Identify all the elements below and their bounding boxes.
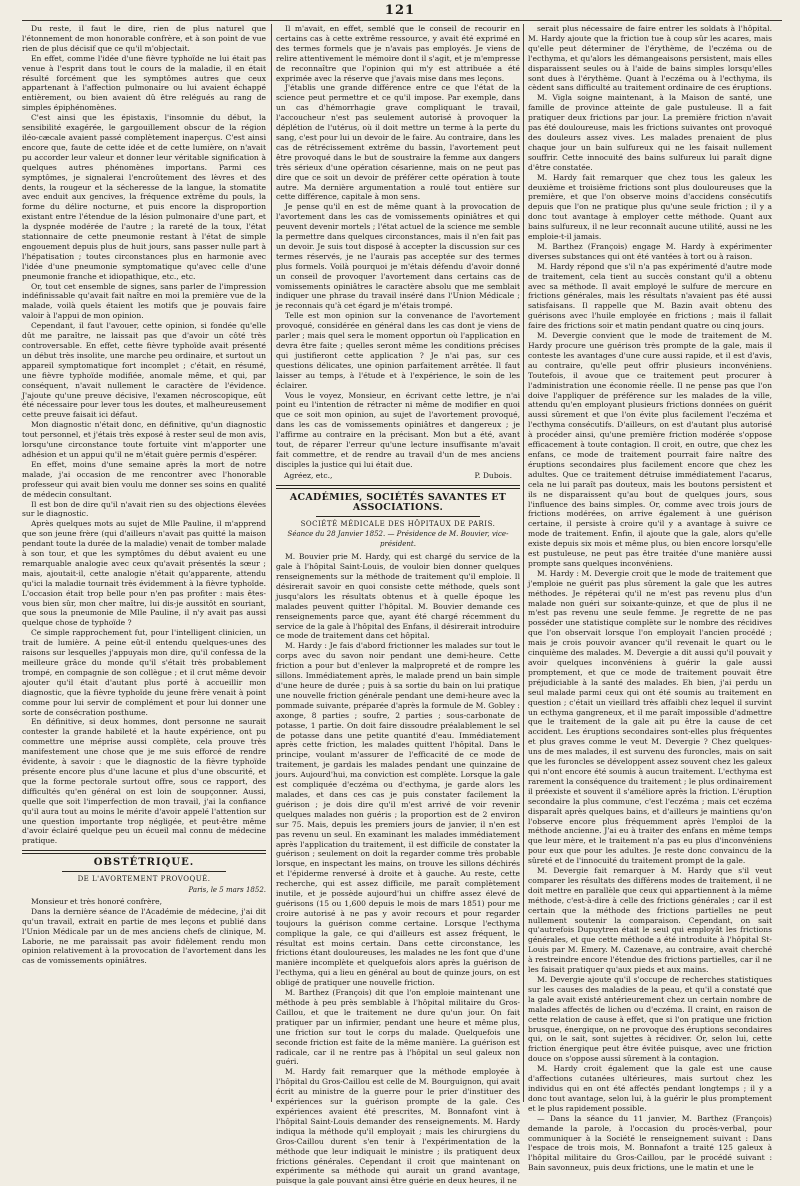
page-number: 121 (384, 3, 416, 18)
paragraph: En définitive, si deux hommes, dont personne ne saurait contester la grande habileté et la haute expérience, ont pu commettre une méprise aussi complète, cela prouve très manifestement une chose que je me suis efforcé de rendre évidente, à savoir : que le diagnostic de la fièvre typhoïde présente encore plus d'une lacune et plus d'une obscurité, et que la forme pectorale surtout offre, sous ce rapport, des difficultés qu'en général on est loin de soupçonner. Aussi, quelle que soit l'imperfection de mon travail, j'ai la confiance qu'il aura tout au moins le mérite d'avoir appelé l'attention sur une question importante trop négligée, et peut-être même d'avoir éclairé quelque peu un écueil mal connu de médecine pratique. (22, 717, 266, 846)
paragraph: serait plus nécessaire de faire entrer les soldats à l'hôpital. M. Hardy ajoute que la friction tue à coup sûr les acares, mais qu'elle peut déterminer de l'érythème, de l'eczéma ou de l'ecthyma, et qu'alors les démangeaisons persistent, mais elles disparaissent seules ou à l'aide de bains simples lorsqu'elles sont dues à l'érythème. Quant à l'eczéma ou à l'ecthyma, ils cèdent sans difficulté au traitement ordinaire de ces éruptions. (528, 24, 772, 93)
paragraph: Il est bon de dire qu'il n'avait rien su des objections élevées sur le diagnostic. (22, 499, 266, 519)
signoff-signature: P. Dubois. (474, 470, 512, 480)
paragraph: M. Hardy : M. Devergie croit que le mode de traitement que j'emploie ne guérit pas plus sûrement la gale que les autres méthodes. Je répéterai qu'il ne m'est pas revenu plus d'un malade non guéri sur soixante-quinze, et que de plus il ne m'est pas revenu une seule femme. Je regrette de ne pas posséder une statistique complète sur le nombre des récidives que l'on observait lorsque l'on employait l'ancien procédé ; mais je crois pouvoir avancer qu'il revenait le quart ou le cinquième des malades. M. Devergie a dit aussi qu'il pouvait y avoir quelques inconvéniens à guérir la gale aussi promptement, et que ce mode de traitement pouvait être préjudiciable à la santé des malades. Eh bien, j'ai perdu un seul malade parmi ceux qui ont été soumis au traitement en question ; c'était un vieillard très affaibli chez lequel il survint un ecthyma gangreneux, et il me paraît impossible d'admettre que le traitement de la gale ait pu être la cause de cet accident. Les éruptions secondaires sont-elles plus fréquentes et plus graves comme le veut M. Devergie ? Chez quelques-uns de mes malades, il est survenu des furoncles, mais on sait que les furoncles se développent assez souvent chez les galeux qui n'ont encore été soumis à aucun traitement. L'ecthyma est rarement la conséquence du traitement ; le plus ordinairement il préexiste et souvent il s'améliore après la friction. L'éruption secondaire la plus commune, c'est l'eczéma ; mais cet eczéma disparaît après quelques bains, et d'ailleurs je maintiens qu'on l'observe encore plus fréquemment après l'emploi de la méthode ancienne. J'ai eu à traiter des enfans en même temps que leur mère, et le traitement n'a pas eu plus d'inconvéniens pour eux que pour les adultes. Je reste donc convaincu de la sûreté et de l'innocuité du traitement prompt de la gale. (528, 568, 772, 866)
paragraph: En effet, moins d'une semaine après la mort de notre malade, j'ai occasion de me rencontrer avec l'honorable professeur qui avait bien voulu me donner ses soins en qualité de médecin consultant. (22, 459, 266, 499)
paragraph: Vous le voyez, Monsieur, en écrivant cette lettre, je n'ai point eu l'intention de rétracter ni même de modifier en quoi que ce soit mon opinion, au sujet de l'avortement provoqué, dans les cas de vomissements opiniâtres et dangereux ; je l'affirme au contraire en la précisant. Mon but a été, avant tout, de réparer l'erreur qu'une lecture insuffisante m'avait fait commettre, et de rendre au travail d'un de mes anciens disciples la justice qui lui était due. (276, 390, 520, 469)
society-name: SOCIÉTÉ MÉDICALE DES HÔPITAUX DE PARIS. (300, 519, 496, 528)
column-rule-2 (523, 24, 524, 1102)
paragraph: En effet, comme l'idée d'une fièvre typhoïde ne lui était pas venue à l'esprit dans tout le cours de la maladie, il en était résulté forcément que les symptômes autres que ceux appartenant à l'affection pulmonaire ou lui avaient échappé entièrement, ou bien avaient dû être relégués au rang de simples épiphénomènes. (22, 53, 266, 113)
title-underline (62, 871, 226, 872)
paragraph: — Dans la séance du 11 janvier, M. Barthez (François) demande la parole, à l'occasion du procès-verbal, pour communiquer à la Société le renseignement suivant : Dans l'espace de trois mois, M. Bonnafont a traité 125 galeux à l'hôpital militaire du Gros-Caillou, par le procédé suivant : Bain savonneux, puis deux frictions, une le matin et une le (528, 1113, 772, 1173)
section-title-academies: ACADÉMIES, SOCIÉTÉS SAVANTES ET ASSOCIATIONS. (289, 491, 507, 513)
paragraph: C'est ainsi que les épistaxis, l'insomnie du début, la sensibilité exagérée, le gargouillement obscur de la région iléo-cæcale avaient passé complètement inaperçus. C'est ainsi encore que, faute de cette idée et de cette lumière, on n'avait pu accorder leur valeur et donner leur véritable signification à quelques autres phénomènes importans. Parmi ces symptômes, je signalerai l'encroûtement des lèvres et des dents, la rougeur et la sécheresse de la langue, la stomatite avec enduit aux gencives, la fréquence extrême du pouls, la forme du délire nocturne, et puis encore la disproportion existant entre l'étendue de la lésion pulmonaire d'une part, et la dyspnée modérée de l'autre ; la rareté de la toux, l'état stationnaire de cette pneumonie restant à l'état de simple engouement depuis plus de huit jours, sans passer nulle part à l'hépatisation ; toutes circonstances plus en harmonie avec l'idée d'une pneumonie symptomatique qu'avec celle d'une pneumonie franche et idiopathique, etc., etc. (22, 113, 266, 281)
paragraph: M. Hardy fait remarquer que la méthode employée à l'hôpital du Gros-Caillou est celle de M. Bourguignon, qui avait écrit au ministre de la guerre pour le prier d'instituer des expériences sur la guérison prompte de la gale. Ces expériences avaient été prescrites, M. Bonnafont vint à l'hôpital Saint-Louis demander des renseignements. M. Hardy indiqua la méthode qu'il employait ; mais les chirurgiens du Gros-Caillou durent s'en tenir à l'expérimentation de la méthode que leur indiquait le ministre ; ils pratiquent deux frictions générales. Cependant il croit que maintenant on expérimente sa méthode qui aurait un grand avantage, puisque la gale pouvant ainsi être guérie en deux heures, il ne (276, 1067, 520, 1186)
paragraph: M. Hardy répond que s'il n'a pas expérimenté d'autre mode de traitement, cela tient au succès constant qu'il a obtenu avec sa méthode. Il avait employé le sulfure de mercure en frictions générales, mais les résultats n'avaient pas été aussi satisfaisans. Il rappelle que M. Bazin avait obtenu des guérisons avec l'huile employée en frictions ; mais il fallait faire des frictions soir et matin pendant quatre ou cinq jours. (528, 261, 772, 331)
section-title-obstetrique: OBSTÉTRIQUE. (93, 857, 195, 869)
paragraph: M. Devergie fait remarquer à M. Hardy que s'il veut comparer les résultats des différens modes de traitement, il ne doit mettre en parallèle que ceux qui appartiennent à la même méthode, c'est-à-dire à celle des frictions générales ; car il est certain que la méthode des frictions partielles ne peut nullement soutenir la comparaison. Cependant, on sait qu'autrefois Dupuytren était le seul qui employât les frictions générales, et que cette méthode a été introduite à l'hôpital St-Louis par M. Emery. M. Cazenave, au contraire, avait cherché à restreindre encore l'étendue des frictions partielles, car il ne les faisait pratiquer qu'aux pieds et aux mains. (528, 866, 772, 975)
paragraph: M. Vigla soigne maintenant, à la Maison de santé, une famille de province atteinte de gale pustuleuse. Il a fait pratiquer deux frictions par jour. La première friction n'avait pas été douloureuse, mais les frictions suivantes ont provoqué des douleurs assez vives. Les malades prenaient de plus chaque jour un bain sulfureux qui ne les faisait nullement souffrir. Cette innocuité des bains sulfureux lui paraît digne d'être constatée. (528, 93, 772, 172)
paragraph: J'établis une grande différence entre ce que l'état de la science peut permettre et ce qu'il impose. Par exemple, dans un cas d'hémorrhagie grave compliquant le travail, l'accoucheur n'est pas seulement autorisé à provoquer la déplétion de l'utérus, où il doit mettre un terme à la perte du sang, c'est pour lui un devoir de le faire. Au contraire, dans les cas de rétrécissement extrême du bassin, l'avortement peut être provoqué dans le but de soustraire la femme aux dangers très sérieux d'une opération césarienne, mais on ne peut pas dire que ce soit un devoir de préférer cette opération à toute autre. Ma dernière argumentation a roulé tout entière sur cette différence, capitale à mon sens. (276, 83, 520, 202)
paragraph: M. Devergie ajoute qu'il s'occupe de recherches statistiques sur les causes des maladies de la peau, et qu'il a constaté que la gale avait existé antérieurement chez un certain nombre de malades affectés de lichen ou d'eczéma. Il craint, en raison de cette relation de cause à effet, que si l'on pratique une friction brusque, énergique, on ne provoque des éruptions secondaires qui, on le sait, sont sujettes à récidiver. Or, selon lui, cette friction énergique peut être évitée puisque, avec une friction douce on s'oppose aussi sûrement à la contagion. (528, 975, 772, 1064)
title-underline (316, 516, 480, 517)
session-info: Séance du 28 Janvier 1852. — Présidence de M. Bouvier, vice-président. (287, 530, 509, 549)
header-rule (22, 20, 782, 21)
salutation: Monsieur et très honoré confrère, (31, 896, 163, 906)
paragraph: Mon diagnostic n'était donc, en définitive, qu'un diagnostic tout personnel, et j'étais très exposé à rester seul de mon avis, lorsqu'une circonstance toute fortuite vint m'apporter une adhésion et un appui qu'il ne m'était guère permis d'espérer. (22, 420, 266, 459)
dateline: Paris, le 5 mars 1852. (188, 886, 266, 895)
paragraph: Il m'avait, en effet, semblé que le conseil de recourir en certains cas à cette extrême ressource, y avait été exprimé en des termes formels que je n'avais pas employés. Je viens de relire attentivement le mémoire dont il s'agit, et je m'empresse de reconnaître que l'opinion qui m'y est attribuée a été exprimée avec la réserve que j'avais mise dans mes leçons. (276, 24, 520, 83)
article-title: DE L'AVORTEMENT PROVOQUÉ. (77, 875, 211, 884)
paragraph: M. Devergie convient que le mode de traitement de M. Hardy procure une guérison très prompte de la gale, mais il conteste les avantages d'une cure aussi rapide, et il est d'avis, au contraire, qu'elle peut offrir plusieurs inconvéniens. Toutefois, il avoue que ce traitement peut procurer à l'administration une économie réelle. Il ne pense pas que l'on doive l'appliquer de préférence sur les malades de la ville, attendu qu'en employant plusieurs frictions données on guérit aussi sûrement et que l'on évite plus facilement l'eczéma et l'ecthyma consécutifs. D'ailleurs, on est d'autant plus autorisé à procéder ainsi, qu'une première friction modérée s'oppose efficacement à toute contagion. Il croit, en outre, que chez les enfans, ce mode de traitement pourrait faire naître des éruptions secondaires plus facilement encore que chez les adultes. Que ce traitement détruise immédiatement l'acarus, cela ne lui paraît pas douteux, mais les boutons persistent et ils ne disparaissent qu'au bout de quelques jours, sous l'influence des bains simples. Or, comme avec trois jours de frictions modérées, on arrive également à une guérison certaine, il persiste à croire qu'il y a avantage à suivre ce mode de traitement. Enfin, il ajoute que la gale, alors qu'elle existe depuis six mois et même plus, ou bien encore lorsqu'elle est pustuleuse, ne peut pas être traitée d'une manière aussi prompte sans quelques inconvéniens. (528, 331, 772, 568)
section-divider (22, 850, 266, 854)
paragraph: Après quelques mots au sujet de Mlle Pauline, il m'apprend que son jeune frère (qui d'ailleurs n'avait pas quitté la maison pendant toute la durée de la maladie) venait de tomber malade à son tour, et que les symptômes du début avaient eu une remarquable analogie avec ceux qu'avait présentés la sœur ; mais, ajoutait-il, cette analogie n'était qu'apparente, attendu qu'ici la maladie tournait très évidemment à la fièvre typhoïde. L'occasion était trop belle pour n'en pas profiter : mais êtes-vous bien sûr, mon cher maître, lui dis-je aussitôt en souriant, que sous la pneumonie de Mlle Pauline, il n'y avait pas aussi quelque chose de typhoïde ? (22, 519, 266, 628)
signoff-greeting: Agréez, etc., (284, 470, 333, 480)
paragraph: Je pense qu'il en est de même quant à la provocation de l'avortement dans les cas de vomissements opiniâtres et qui peuvent devenir mortels ; l'état actuel de la science me semble la permettre dans quelques circonstances, mais il n'en fait pas un devoir. Je suis tout disposé à accepter la discussion sur ces termes réservés, je ne l'aurais pas acceptée sur des termes plus formels. Voilà pourquoi je m'étais défendu d'avoir donné un conseil de provoquer l'avortement dans certains cas de vomissements opiniâtres le caractère absolu que me semblait indiquer une phrase du travail inséré dans l'Union Médicale ; je reconnais qu'à cet égard je m'étais trompé. (276, 202, 520, 311)
paragraph: Dans la dernière séance de l'Académie de médecine, j'ai dit qu'un travail, extrait en partie de mes leçons et publié dans l'Union Médicale par un de mes anciens chefs de clinique, M. Laborie, ne me paraissait pas avoir fidèlement rendu mon opinion relativement à la provocation de l'avortement dans les cas de vomissements opiniâtres. (22, 906, 266, 966)
paragraph: M. Hardy croit également que la gale est une cause d'affections cutanées ultérieures, mais surtout chez les individus qui en ont été affectés pendant longtemps ; il y a donc tout avantage, selon lui, à la guérir le plus promptement et le plus rapidement possible. (528, 1064, 772, 1113)
column-2 (276, 24, 520, 1186)
paragraph: M. Hardy fait remarquer que chez tous les galeux les deuxième et troisième frictions sont plus douloureuses que la première, et que l'on observe moins d'accidens consécutifs depuis que l'on ne pratique plus qu'une seule friction ; il y a donc tout avantage à employer cette méthode. Quant aux bains sulfureux, il ne leur reconnaît aucune utilité, aussi ne les emploie-t-il jamais. (528, 172, 772, 242)
column-rule-1 (271, 24, 272, 1102)
signoff (276, 471, 520, 481)
paragraph: Ce simple rapprochement fut, pour l'intelligent clinicien, un trait de lumière. A peine eût-il entendu quelques-unes des raisons sur lesquelles j'appuyais mon dire, qu'il confessa de la meilleure grâce du monde qu'il s'était très probablement trompé, en compagnie de son collègue ; et il crut même devoir ajouter qu'il était d'autant plus porté à accueillir mon diagnostic, que la fièvre typhoïde du jeune frère venait à point comme pour lui servir de complément et pour lui donner une sorte de consécration posthume. (22, 628, 266, 717)
paragraph: Cependant, il faut l'avouer, cette opinion, si fondée qu'elle dût me paraître, ne laissait pas que d'avoir un côté très controversable. En effet, cette fièvre typhoïde avait présenté un début très insolite, une marche peu ordinaire, et surtout un appareil symptomatique fort incomplet ; c'était, en résumé, une fièvre typhoïde modifiée, anomale même, et qui, par conséquent, n'avait nullement le caractère de l'évidence. J'ajoute qu'une preuve décisive, l'examen nécroscopique, eût été nécessaire pour lever tous les doutes, et malheureusement cette preuve faisait ici défaut. (22, 321, 266, 420)
paragraph: M. Bouvier prie M. Hardy, qui est chargé du service de la gale à l'hôpital Saint-Louis, de vouloir bien donner quelques renseignements sur la méthode de traitement qu'il emploie. Il désirerait savoir en quoi consiste cette méthode, quels sont jusqu'alors les résultats obtenus et à quelle époque les malades peuvent quitter l'hôpital. M. Bouvier demande ces renseignements parce que, ayant été chargé récemment du service de la gale à l'hôpital des Enfans, il désirerait introduire ce mode de traitement dans cet hôpital. (276, 552, 520, 641)
paragraph: M. Hardy : Je fais d'abord frictionner les malades sur tout le corps avec du savon noir pendant une demi-heure. Cette friction a pour but d'enlever la malpropreté et de rompre les sillons. Immédiatement après, le malade prend un bain simple d'une heure de durée ; puis à sa sortie du bain on lui pratique une nouvelle friction générale pendant une demi-heure avec la pommade suivante, préparée d'après la formule de M. Gobley : axonge, 8 parties ; soufre, 2 parties ; sous-carbonate de potasse, 1 partie. On doit faire dissoudre préalablement le sel de potasse dans une petite quantité d'eau. Immédiatement après cette friction, les malades quittent l'hôpital. Dans le principe, voulant m'assurer de l'efficacité de ce mode de traitement, je gardais les malades pendant une quinzaine de jours. Aujourd'hui, ma conviction est complète. Lorsque la gale est compliquée d'eczéma ou d'ecthyma, je garde alors les malades, et dans ces cas je puis constater facilement la guérison ; je dois dire qu'il m'est arrivé de voir revenir quelques malades non guéris ; la proportion est de 2 environ sur 75. Mais, depuis les premiers jours de janvier, il n'en est pas revenu un seul. En examinant les malades immédiatement après l'application du traitement, il est difficile de constater la guérison ; seulement on doit la regarder comme très probable lorsque, en inspectant les mains, on trouve les sillons déchirés et l'épiderme renversé à droite et à gauche. Au reste, cette recherche, qui est assez difficile, me paraît complètement inutile, et je possède aujourd'hui un chiffre assez élevé de guérisons (15 ou 1,600 depuis le mois de mars 1851) pour me croire autorisé à ne pas y avoir recours et pour regarder toujours la guérison comme certaine. Lorsque l'ecthyma complique la gale, ce qui d'ailleurs est assez fréquent, le résultat est moins certain. Dans cette circonstance, les frictions étant douloureuses, les malades ne les font que d'une manière incomplète et quelquefois alors après la guérison de l'ecthyma, qui a lieu en général au bout de quinze jours, on est obligé de pratiquer une nouvelle friction. (276, 641, 520, 988)
paragraph: M. Barthez (François) dit que l'on emploie maintenant une méthode à peu près semblable à l'hôpital militaire du Gros-Caillou, et que le traitement ne dure qu'un jour. On fait pratiquer par un infirmier, pendant une heure et même plus, une friction sur tout le corps du malade. Quelquefois une seconde friction est faite de la même manière. La guérison est radicale, car il ne rentre pas à l'hôpital un seul galeux non guéri. (276, 988, 520, 1067)
column-1 (22, 24, 266, 1102)
paragraph: Telle est mon opinion sur la convenance de l'avortement provoqué, considérée en général dans les cas dont je viens de parler ; mais quel sera le moment opportun où l'application en devra être faite ; quelles seront même les conditions précises qui justifieront cette application ? Je n'ai pas, sur ces questions délicates, une opinion parfaitement arrêtée. Il faut laisser au temps, à l'étude et à l'expérience, le soin de les éclairer. (276, 311, 520, 390)
paragraph: Du reste, il faut le dire, rien de plus naturel que l'étonnement de mon honorable confrère, et à son point de vue rien de plus décisif que ce qu'il m'objectait. (22, 24, 266, 53)
section-divider (276, 485, 520, 489)
paragraph: Or, tout cet ensemble de signes, sans parler de l'impression indéfinissable qu'avait fait naître en moi la première vue de la malade, voilà quels étaient les motifs que je pouvais faire valoir à l'appui de mon opinion. (22, 281, 266, 321)
paragraph: M. Barthez (François) engage M. Hardy à expérimenter diverses substances qui ont été vantées à tort ou à raison. (528, 241, 772, 261)
column-3 (528, 24, 772, 1173)
